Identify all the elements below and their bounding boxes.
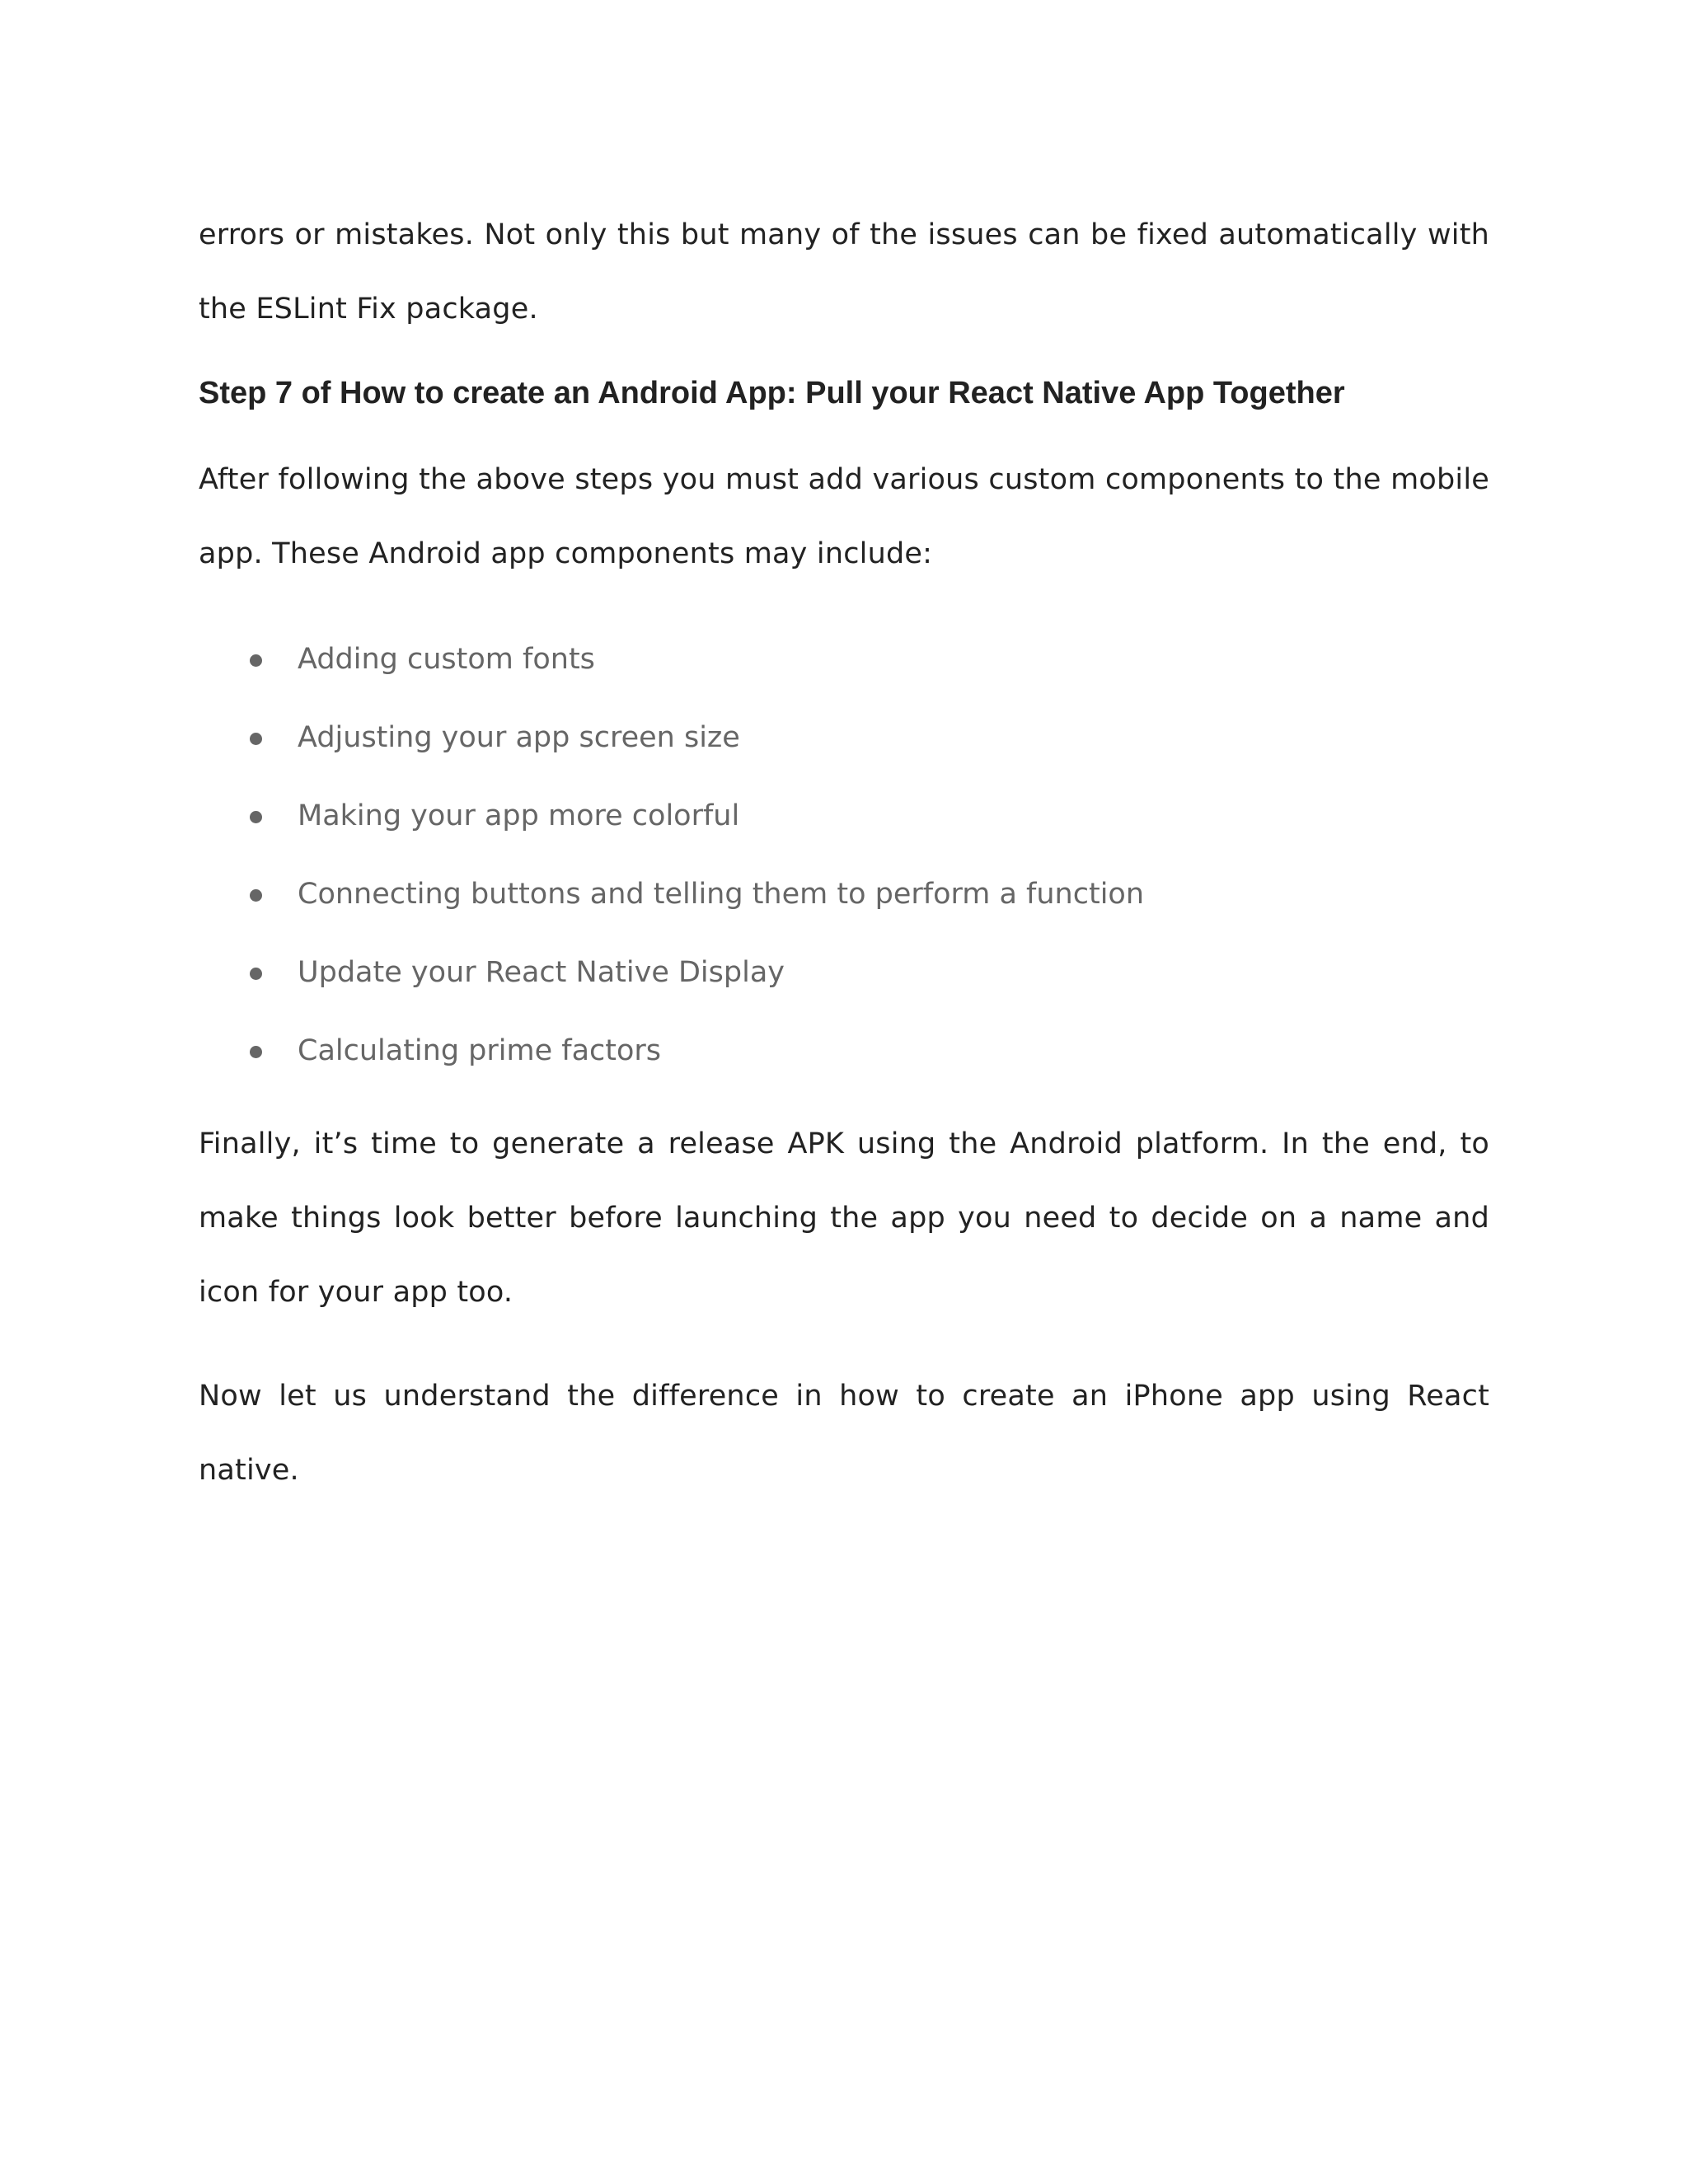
- bullet-icon: [250, 968, 262, 980]
- intro-paragraph: errors or mistakes. Not only this but many of the issues can be fixed automatically with the ESLint Fix package.: [199, 218, 1489, 326]
- document-page: [199, 198, 1489, 1507]
- list-item-text: Calculating prime factors: [298, 1034, 662, 1067]
- list-item: [199, 621, 1489, 699]
- iphone-paragraph: Now let us understand the difference in how to create an iPhone app using React native.: [199, 1380, 1489, 1487]
- list-item-text: Update your React Native Display: [298, 956, 785, 989]
- list-item: [199, 855, 1489, 934]
- list-item-text: Making your app more colorful: [298, 799, 740, 832]
- list-item-text: Connecting buttons and telling them to perform a function: [298, 878, 1145, 911]
- list-item: [199, 934, 1489, 1012]
- bullet-icon: [250, 1046, 262, 1058]
- bullet-icon: [250, 811, 262, 823]
- bullet-icon: [250, 889, 262, 902]
- list-item-text: Adjusting your app screen size: [298, 721, 740, 754]
- bullet-icon: [250, 654, 262, 667]
- release-paragraph: Finally, it’s time to generate a release APK using the Android platform. In the end, to make things look better before launching the app you need to decide on a name and icon for your app too.: [199, 1127, 1489, 1309]
- components-paragraph: After following the above steps you must add various custom components to the mobile app. These Android app components may include:: [199, 463, 1489, 570]
- list-item: [199, 777, 1489, 855]
- bullet-icon: [250, 733, 262, 745]
- list-item: [199, 699, 1489, 777]
- list-item-text: Adding custom fonts: [298, 643, 595, 676]
- list-item: [199, 1012, 1489, 1090]
- components-list: [199, 621, 1489, 1090]
- section-heading: Step 7 of How to create an Android App: Pull your React Native App Together: [199, 376, 1345, 410]
